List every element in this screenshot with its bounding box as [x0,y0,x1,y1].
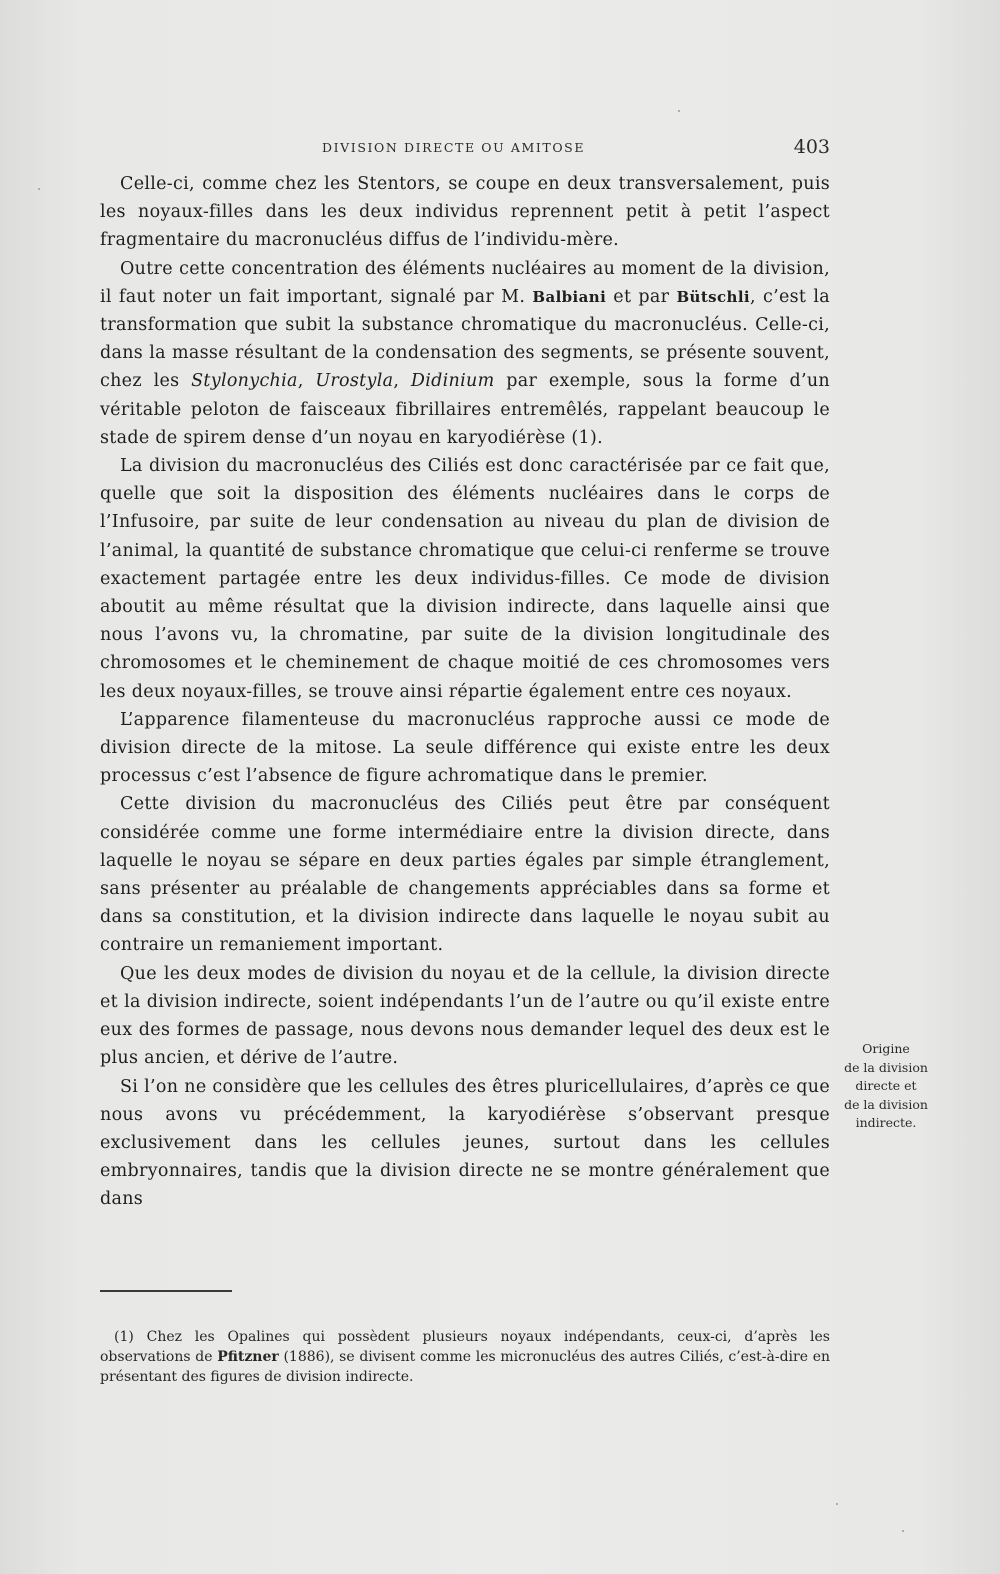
paragraph-3 [100,452,830,706]
margin-note-line: directe et [855,1078,917,1093]
margin-note [832,1040,940,1133]
author-name-balbiani: Balbiani [532,287,607,306]
footnote-separator [100,1290,232,1292]
paragraph-5 [100,790,830,959]
scan-speck [836,1503,838,1505]
text-run: et par [606,286,677,307]
scan-speck [38,188,40,190]
margin-note-line: de la division [844,1096,928,1112]
text-run: (1886), se divisent comme les micronucléus des autres Ciliés, c’est-à-dire en présentant des figures de division indirecte. [100,1349,830,1385]
margin-note-line: de la division [844,1059,928,1075]
author-name-butschli: Bütschli [676,287,751,306]
genus-stylonychia: Stylonychia [191,371,298,392]
paragraph-2 [100,255,830,452]
text-run: Cette division du macronucléus des Ciliés peut être par conséquent considérée comme une forme intermédiaire entre la division directe, dans laquelle le noyau se sépare en deux parties égales par simple étranglement, sans présenter au préalable de changements appréciables dans sa forme et dans sa constitution, et la division indirecte dans laquelle le noyau subit au contraire un remaniement important. [100,794,830,956]
text-run: , c’est la transformation que subit la substance chromatique du macronucléus. Celle-ci, dans la masse résultant de la condensation des segments, se présente souvent, chez les [100,286,830,392]
text-run: Celle-ci, comme chez les Stentors, se coupe en deux transversalement, puis les noyaux-filles dans les deux individus reprennent petit à petit l’aspect fragmentaire du macronucléus diffus de l’individu-mère. [100,174,830,251]
genus-urostyla: Urostyla [315,371,394,392]
text-run: par exemple, sous la forme d’un véritable peloton de faisceaux fibrillaires entremêlés, rappelant beaucoup le stade de spirem dense d’un noyau en karyodiérèse (1). [100,371,830,448]
paragraph-1 [100,170,830,255]
text-run: Que les deux modes de division du noyau et de la cellule, la division directe et la division indirecte, soient indépendants l’un de l’autre ou qu’il existe entre eux des formes de passage, nous devons nous demander lequel des deux est le plus ancien, et dérive de l’autre. [100,963,830,1069]
paragraph-7 [100,1073,830,1214]
text-run: , [393,371,411,392]
genus-didinium: Didinium [410,371,495,392]
page-number: 403 [793,136,830,158]
margin-note-line: indirecte. [855,1115,917,1130]
running-head [100,136,830,162]
body-text [100,170,830,1214]
scan-speck [678,110,680,112]
scan-speck [902,1530,904,1532]
margin-note-line: Origine [862,1041,910,1056]
text-run: L’apparence filamenteuse du macronucléus rapproche aussi ce mode de division directe de la mitose. La seule différence qui existe entre les deux processus c’est l’absence de figure achromatique dans le premier. [100,709,830,787]
text-run: Si l’on ne considère que les cellules des êtres pluricellulaires, d’après ce que nous avons vu précédemment, la karyodiérèse s’observant presque exclusivement dans les cellules jeunes, surtout dans les cellules embryonnaires, tandis que la division directe ne se montre généralement que dans [100,1076,830,1210]
paragraph-6 [100,960,830,1073]
running-title: DIVISION DIRECTE OU AMITOSE [322,140,586,155]
text-run: (1) Chez les Opalines qui possèdent plusieurs noyaux indépendants, ceux-ci, d’après les observations de [100,1329,830,1365]
paragraph-4 [100,706,830,791]
text-run: , [297,371,316,392]
footnote-text [100,1327,830,1387]
text-run: Outre cette concentration des éléments nucléaires au moment de la division, il faut noter un fait important, signalé par M. [100,258,830,307]
footnote [100,1327,830,1387]
author-name-pfitzner: Pfitzner [217,1349,279,1365]
text-run: La division du macronucléus des Ciliés est donc caractérisée par ce fait que, quelle que soit la disposition des éléments nucléaires dans le corps de l’Infusoire, par suite de leur condensation au niveau du plan de division de l’animal, la quantité de substance chromatique que celui-ci renferme se trouve exactement partagée entre les deux individus-filles. Ce mode de division aboutit au même résultat que la division indirecte, dans laquelle ainsi que nous l’avons vu, la chromatine, par suite de la division longitudinale des chromosomes et le cheminement de chaque moitié de ces chromosomes vers les deux noyaux-filles, se trouve ainsi répartie également entre ces noyaux. [100,456,830,702]
